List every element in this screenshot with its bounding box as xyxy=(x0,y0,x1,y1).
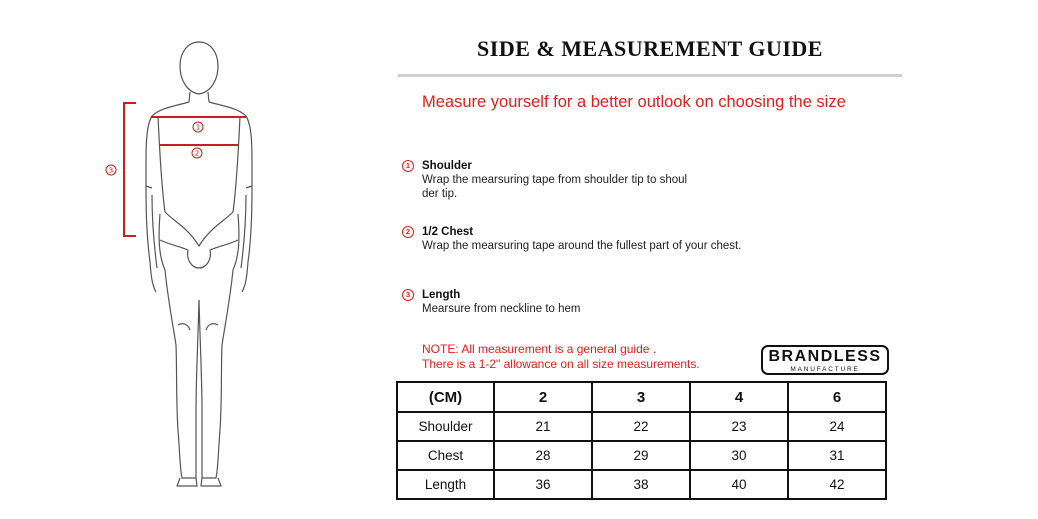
mannequin-figure xyxy=(100,35,300,495)
table-row xyxy=(397,441,886,470)
marker-3 xyxy=(106,165,116,175)
number-badge: 3 xyxy=(402,289,414,301)
svg-text:2: 2 xyxy=(194,149,200,158)
header-cell: 2 xyxy=(494,382,592,412)
allowance-note: NOTE: All measurement is a general guide . There is a 1-2" allowance on all size measurements. xyxy=(422,342,700,371)
table-cell: 23 xyxy=(690,412,788,441)
table-cell: 36 xyxy=(494,470,592,499)
table-cell: 38 xyxy=(592,470,690,499)
size-table xyxy=(396,381,887,500)
measurement-title: Shoulder xyxy=(422,160,472,172)
logo-wordmark: BRANDLESS xyxy=(768,348,882,365)
page-title: SIDE & MEASUREMENT GUIDE xyxy=(477,36,823,61)
table-cell: 30 xyxy=(690,441,788,470)
svg-text:3: 3 xyxy=(108,166,114,175)
row-label: Shoulder xyxy=(397,412,494,441)
row-label: Chest xyxy=(397,441,494,470)
table-row xyxy=(397,412,886,441)
marker-1 xyxy=(193,122,203,132)
table-row xyxy=(397,470,886,499)
header-cell: 6 xyxy=(788,382,886,412)
brand-logo xyxy=(761,345,889,375)
logo-tagline: MANUFACTURE xyxy=(790,366,860,373)
title-divider xyxy=(398,74,902,77)
table-cell: 42 xyxy=(788,470,886,499)
measurement-title: 1/2 Chest xyxy=(422,226,474,238)
table-cell: 22 xyxy=(592,412,690,441)
header-cell: 4 xyxy=(690,382,788,412)
marker-2 xyxy=(192,148,202,158)
table-cell: 40 xyxy=(690,470,788,499)
header-cell: 3 xyxy=(592,382,690,412)
table-cell: 21 xyxy=(494,412,592,441)
measurement-title: Length xyxy=(422,289,461,301)
table-cell: 24 xyxy=(788,412,886,441)
subtitle: Measure yourself for a better outlook on choosing the size xyxy=(422,93,846,111)
table-cell: 29 xyxy=(592,441,690,470)
table-cell: 28 xyxy=(494,441,592,470)
table-header-row xyxy=(397,382,886,412)
measurement-description: Wrap the mearsuring tape around the fullest part of your chest. xyxy=(422,240,742,252)
measurement-description: Mearsure from neckline to hem xyxy=(422,303,581,315)
measurement-description: Wrap the mearsuring tape from shoulder tip to shoul der tip. xyxy=(422,174,688,200)
table-cell: 31 xyxy=(788,441,886,470)
number-badge: 1 xyxy=(402,160,414,172)
number-badge: 2 xyxy=(402,226,414,238)
row-label: Length xyxy=(397,470,494,499)
svg-text:1: 1 xyxy=(195,123,201,132)
header-cell: (CM) xyxy=(397,382,494,412)
